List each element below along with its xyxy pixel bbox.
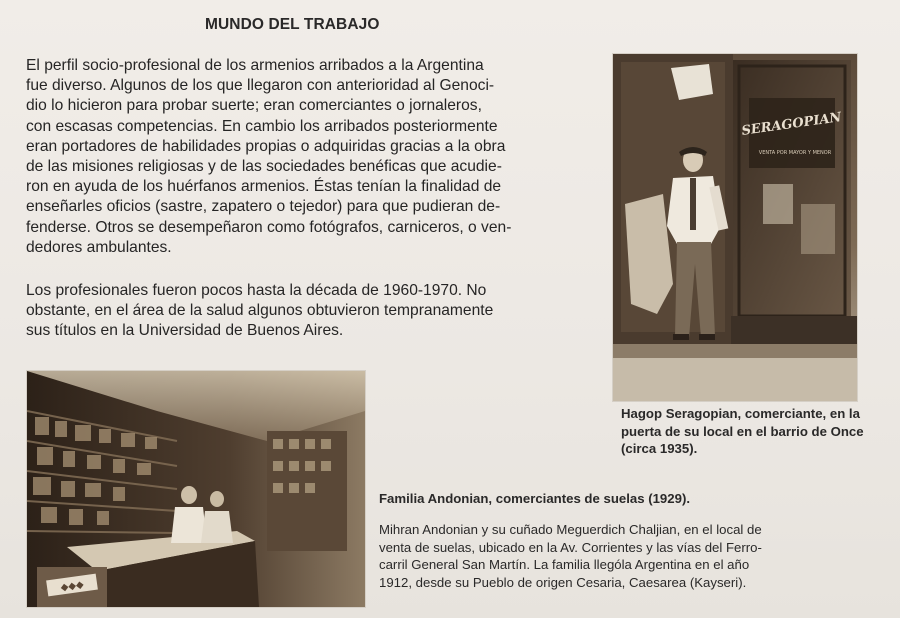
- seragopian-photo: [612, 53, 858, 402]
- body-paragraph-2: Los profesionales fueron pocos hasta la década de 1960-1970. No obstante, en el área de la salud algunos obtuvieron tempranamente sus títulos en la Universidad de Buenos Aires.: [26, 282, 494, 340]
- panel-title: MUNDO DEL TRABAJO: [205, 16, 380, 33]
- shop-sign-text: SERAGOPIAN: [740, 110, 843, 139]
- body-paragraph-1: El perfil socio-profesional de los armenios arribados a la Argentina fue diverso. Algunos de los que llegaron con anterioridad al Genoci- dio lo hicieron para probar suerte; eran comerciantes o jornaleros, con escasas competencias. En cambio los arribados posteriormente eran portadores de habilidades propias o adquiridas gracias a la obra de las misiones religiosas y de las sociedades benéficas que acudie- ron en ayuda de los huérfanos armenios. Éstas tenían la finalidad de enseñarles oficios (sastre, zapatero o tejedor) para que pudieran de- fenderse. Otros se desempeñaron como fotógrafos, carniceros, o ven- dedores ambulantes.: [26, 57, 512, 256]
- shop-sign-small-text: VENTA POR MAYOR Y MENOR: [758, 150, 832, 156]
- andonian-caption-title: Familia Andonian, comerciantes de suelas (1929).: [379, 491, 690, 506]
- seragopian-caption: Hagop Seragopian, comerciante, en la puerta de su local en el barrio de Once (circa 1935).: [621, 406, 864, 457]
- andonian-caption-text: Mihran Andonian y su cuñado Meguerdich Chaljian, en el local de venta de suelas, ubicado en la Av. Corrientes y las vías del Ferro- carril General San Martín. La familia llególa Argentina en el año 1912, desde su Pueblo de origen Cesaria, Caesarea (Kayseri).: [379, 522, 762, 590]
- andonian-photo: [26, 370, 366, 608]
- svg-text:◆◆◆: ◆◆◆: [60, 579, 85, 594]
